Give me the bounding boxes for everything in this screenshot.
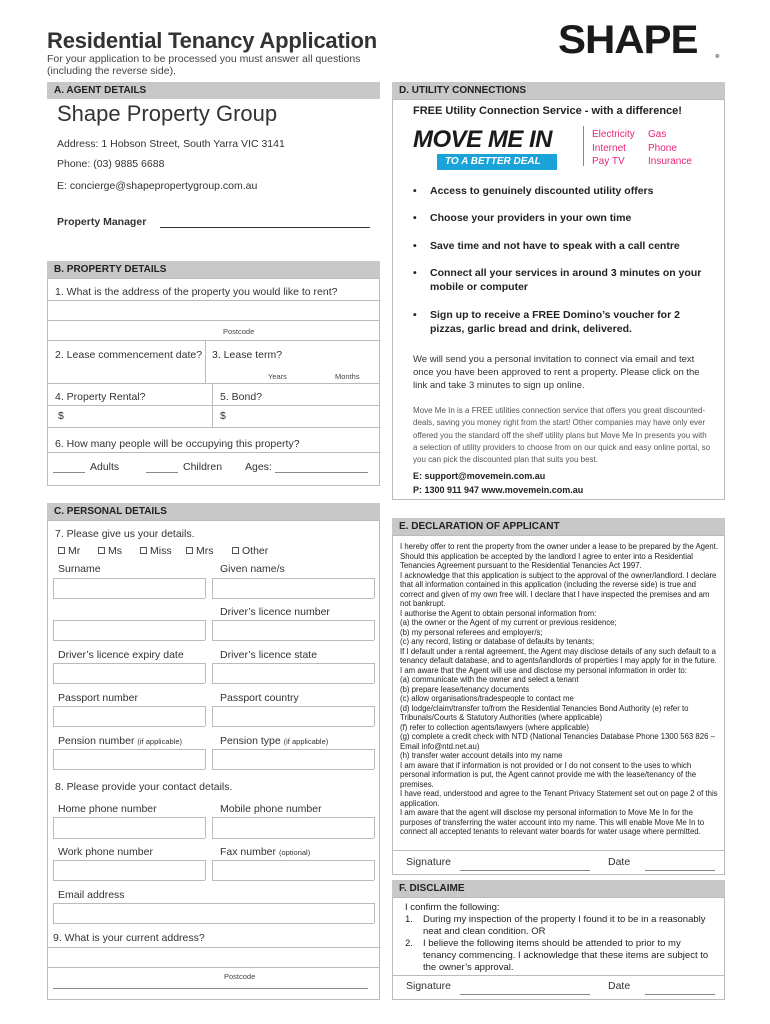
passport-number-field[interactable] — [53, 726, 205, 727]
disclaimer-intro: I confirm the following: — [405, 902, 500, 913]
about-text: Move Me In is a FREE utilities connection service that offers you great discounted-deals, saving you money right from the start! Other companies may have only ever offered you the standard off the shelf utility plans but Move Me In presents you with a selection of utility providers to choose from on our quick and easy online portal, so you can pick the discounted plan that suits you best. — [413, 406, 711, 465]
declaration-text: I hereby offer to rent the property from the owner under a lease to be prepared by the Agent. Should this application be accepted by the landlord I agree to enter into a Residential Tenancies Agreement pursuant to the Residential Tenancies Act 1997. I acknowledge that this application is subject to the approval of the owner/landlord. I declare that all information contained in this application (including the reverse side) is true and correct and given of my own free will. I declare that I have inspected the premises and am not bankrupt. I authorise the Agent to obtain personal information from: (a) the owner or the Agent of my current or previous residence; (b) my personal referees and employer/s; (c) any record, listing or database of defaults by tenants; If I default under a rental agreement, the Agent may disclose details of any such default to a tenancy default database, and to agents/landlords of properties I may apply for in the future. I am aware that the Agent will use and disclose my personal information in order to: (a) communicate with the owner and select a tenant (b) prepare lease/tenancy documents (c) allow organisations/tradespeople to contact me (d) lodge/claim/transfer to/from the Residential Tenancies Bond Authority (e) refer to Tribunals/Courts & Statutory Authorities (where applicable) (f) refer to collection agents/lawyers (where applicable) (g) complete a credit check with NTD (National Tenancies Database Phone 1300 563 826 – Email info@ntd.net.au) (h) transfer water account details into my name I am aware that if information is not provided or I do not consent to the uses to which personal information is put, the Agent cannot provide me with the lease/tenancy of the premises. I have read, understood and agree to the Tenant Privacy Statement set out on page 2 of this application. I am aware that the agent will disclose my personal information to Move Me In for the purposes of transferring the water account into my name. This will enable Move Me In to connect all accepted tenants to relevant water boards for water usage where permitted. — [400, 542, 718, 836]
utility-title: FREE Utility Connection Service - with a difference! — [413, 105, 682, 117]
divider — [212, 620, 374, 621]
move-me-in-tagline: TO A BETTER DEAL — [437, 154, 557, 170]
divider — [374, 817, 375, 838]
divider — [47, 452, 380, 453]
pension-number-field[interactable] — [53, 769, 205, 770]
agent-name: Shape Property Group — [57, 101, 278, 126]
email-label: Email address — [58, 889, 125, 901]
current-address-field[interactable] — [47, 967, 380, 968]
licence-state-field[interactable] — [212, 683, 374, 684]
divider — [374, 620, 375, 640]
divider — [53, 578, 54, 598]
property-manager-label: Property Manager — [57, 216, 147, 228]
divider — [212, 663, 213, 683]
q1-label: 1. What is the address of the property you would like to rent? — [55, 286, 338, 298]
divider — [212, 578, 374, 579]
declaration-date-field[interactable] — [645, 870, 715, 871]
divider — [53, 578, 205, 579]
invite-text: We will send you a personal invitation to connect via email and text once you have been approved to rent a property. Please click on the link and take 3 minutes to sign up online. — [413, 354, 700, 391]
divider — [47, 383, 380, 384]
divider — [212, 578, 213, 598]
mobile-phone-field[interactable] — [212, 838, 374, 839]
ages-label: Ages: — [245, 461, 272, 473]
agent-address: Address: 1 Hobson Street, South Yarra VIC 3141 — [57, 138, 285, 150]
divider — [53, 620, 205, 621]
divider — [212, 860, 213, 880]
divider — [212, 749, 213, 769]
q4-label: 4. Property Rental? — [55, 391, 146, 403]
divider — [53, 860, 54, 880]
surname-label: Surname — [58, 563, 101, 575]
disclaimer-text — [405, 902, 715, 974]
personal-details-box — [47, 520, 380, 1000]
adults-field[interactable] — [53, 472, 85, 473]
divider — [212, 860, 374, 861]
divider — [205, 749, 206, 769]
divider — [53, 706, 54, 726]
bond-dollar[interactable]: $ — [220, 410, 226, 422]
shape-logo: SHAPE ® — [558, 18, 719, 62]
divider — [212, 749, 374, 750]
given-name-label: Given name/s — [220, 563, 285, 575]
q9-label: 9. What is your current address? — [53, 932, 205, 944]
logo-divider — [583, 126, 584, 166]
disclaimer-date-label: Date — [608, 980, 631, 992]
licence-state-label: Driver’s licence state — [220, 649, 318, 661]
q8-label: 8. Please provide your contact details. — [55, 781, 233, 793]
move-me-in-logo — [413, 126, 583, 172]
pension-type-label: Pension type (if applicable) — [220, 735, 329, 747]
divider — [47, 947, 380, 948]
support-phone[interactable]: P: 1300 911 947 www.movemein.com.au — [413, 485, 584, 495]
rental-dollar[interactable]: $ — [58, 410, 64, 422]
divider — [205, 620, 206, 640]
divider — [53, 706, 205, 707]
divider — [205, 578, 206, 598]
home-phone-field[interactable] — [53, 838, 205, 839]
benefit-item: • Access to genuinely discounted utility offers — [413, 184, 713, 198]
adults-label: Adults — [90, 461, 120, 473]
property-details-box — [47, 278, 380, 486]
passport-country-field[interactable] — [212, 726, 374, 727]
q6-label: 6. How many people will be occupying this property? — [55, 438, 300, 450]
divider — [374, 663, 375, 683]
move-me-in-wordmark: MOVE ME IN — [413, 126, 553, 153]
years-label: Years — [268, 372, 287, 381]
passport-country-label: Passport country — [220, 692, 299, 704]
divider — [205, 706, 206, 726]
divider — [53, 620, 54, 640]
benefit-item: • Save time and not have to speak with a call centre — [413, 239, 713, 253]
licence-number-field[interactable] — [212, 640, 374, 641]
passport-number-label: Passport number — [58, 692, 138, 704]
divider — [374, 903, 375, 923]
divider — [47, 340, 380, 341]
licence-expiry-field[interactable] — [53, 683, 205, 684]
disclaimer-item: 1. During my inspection of the property I found it to be in a reasonably neat and clean condition. OR — [405, 914, 706, 937]
support-email[interactable]: E: support@movemein.com.au — [413, 471, 546, 481]
divider — [212, 620, 213, 640]
disclaimer-signature-label: Signature — [406, 980, 451, 992]
title-mr[interactable]: Mr — [58, 545, 80, 557]
property-address-field[interactable] — [47, 320, 380, 321]
benefit-item: • Choose your providers in your own time — [413, 211, 713, 225]
q7-label: 7. Please give us your details. — [55, 528, 195, 540]
declaration-date-label: Date — [608, 856, 631, 868]
property-manager-line[interactable] — [160, 227, 370, 228]
divider — [212, 817, 374, 818]
divider — [47, 427, 380, 428]
pension-type-field[interactable] — [212, 769, 374, 770]
benefit-item: • Sign up to receive a FREE Domino’s voucher for 2 pizzas, garlic bread and drink, delivered. — [413, 308, 703, 336]
divider — [392, 850, 725, 851]
divider — [53, 749, 205, 750]
pension-number-label: Pension number (if applicable) — [58, 735, 182, 747]
divider — [205, 860, 206, 880]
agent-phone: Phone: (03) 9885 6688 — [57, 158, 165, 170]
declaration-signature-label: Signature — [406, 856, 451, 868]
agent-email: E: concierge@shapepropertygroup.com.au — [57, 180, 258, 192]
licence-number-label: Driver’s licence number — [220, 606, 330, 618]
divider — [53, 860, 205, 861]
surname-field-2[interactable] — [53, 640, 205, 641]
postcode-field[interactable] — [53, 988, 368, 989]
mobile-phone-label: Mobile phone number — [220, 803, 322, 815]
divider — [53, 663, 205, 664]
ages-field[interactable] — [275, 472, 368, 473]
divider — [212, 817, 213, 838]
fax-label: Fax number (optional) — [220, 846, 311, 858]
services-list-1: Electricity Internet Pay TV — [592, 129, 635, 167]
divider — [205, 817, 206, 838]
declaration-signature-field[interactable] — [460, 870, 590, 871]
title-ms[interactable]: Ms — [98, 545, 122, 557]
divider — [53, 903, 374, 904]
divider — [53, 663, 54, 683]
divider — [47, 405, 380, 406]
postcode-label: Postcode — [223, 327, 255, 336]
home-phone-label: Home phone number — [58, 803, 157, 815]
agent-details-heading: A. AGENT DETAILS — [47, 82, 380, 99]
licence-expiry-label: Driver’s licence expiry date — [58, 649, 184, 661]
divider — [53, 903, 54, 923]
utility-connections-heading: D. UTILITY CONNECTIONS — [392, 82, 725, 99]
email-field[interactable] — [53, 923, 374, 924]
q5-label: 5. Bond? — [220, 391, 263, 403]
page-subtitle: For your application to be processed you must answer all questions (including the reverse side). — [47, 53, 361, 77]
divider — [212, 706, 213, 726]
months-label: Months — [335, 372, 360, 381]
title-other[interactable]: Other — [232, 545, 268, 557]
fax-field[interactable] — [212, 880, 374, 881]
divider — [53, 817, 205, 818]
declaration-heading: E. DECLARATION OF APPLICANT — [392, 518, 725, 535]
page-title: Residential Tenancy Application — [47, 28, 377, 53]
children-label: Children — [183, 461, 223, 473]
divider — [205, 340, 206, 383]
divider — [374, 706, 375, 726]
q2-label: 2. Lease commencement date? — [55, 349, 203, 361]
divider — [374, 749, 375, 769]
given-name-field[interactable] — [212, 598, 374, 599]
divider — [47, 300, 380, 301]
work-phone-field[interactable] — [53, 880, 205, 881]
disclaimer-date-field[interactable] — [645, 994, 715, 995]
divider — [205, 663, 206, 683]
registered-mark: ® — [715, 54, 719, 60]
disclaimer-item: 2. I believe the following items should be attended to prior to my tenancy commencing. I acknowledge that these items are subject to the owner’s approval. — [405, 938, 709, 973]
divider — [53, 817, 54, 838]
property-details-heading: B. PROPERTY DETAILS — [47, 261, 380, 278]
children-field[interactable] — [146, 472, 178, 473]
q3-label: 3. Lease term? — [212, 349, 283, 361]
title-miss[interactable]: Miss — [140, 545, 172, 557]
postcode-label-2: Postcode — [224, 972, 256, 981]
divider — [53, 749, 54, 769]
work-phone-label: Work phone number — [58, 846, 153, 858]
services-list-2: Gas Phone Insurance — [648, 129, 692, 167]
divider — [374, 578, 375, 598]
personal-details-heading: C. PERSONAL DETAILS — [47, 503, 380, 520]
divider — [374, 860, 375, 880]
divider — [212, 706, 374, 707]
title-mrs[interactable]: Mrs — [186, 545, 214, 557]
benefit-item: • Connect all your services in around 3 minutes on your mobile or computer — [413, 266, 703, 294]
divider — [392, 975, 725, 976]
disclaimer-signature-field[interactable] — [460, 994, 590, 995]
divider — [212, 663, 374, 664]
disclaimer-heading: F. DISCLAIME — [392, 880, 725, 897]
surname-field[interactable] — [53, 598, 205, 599]
